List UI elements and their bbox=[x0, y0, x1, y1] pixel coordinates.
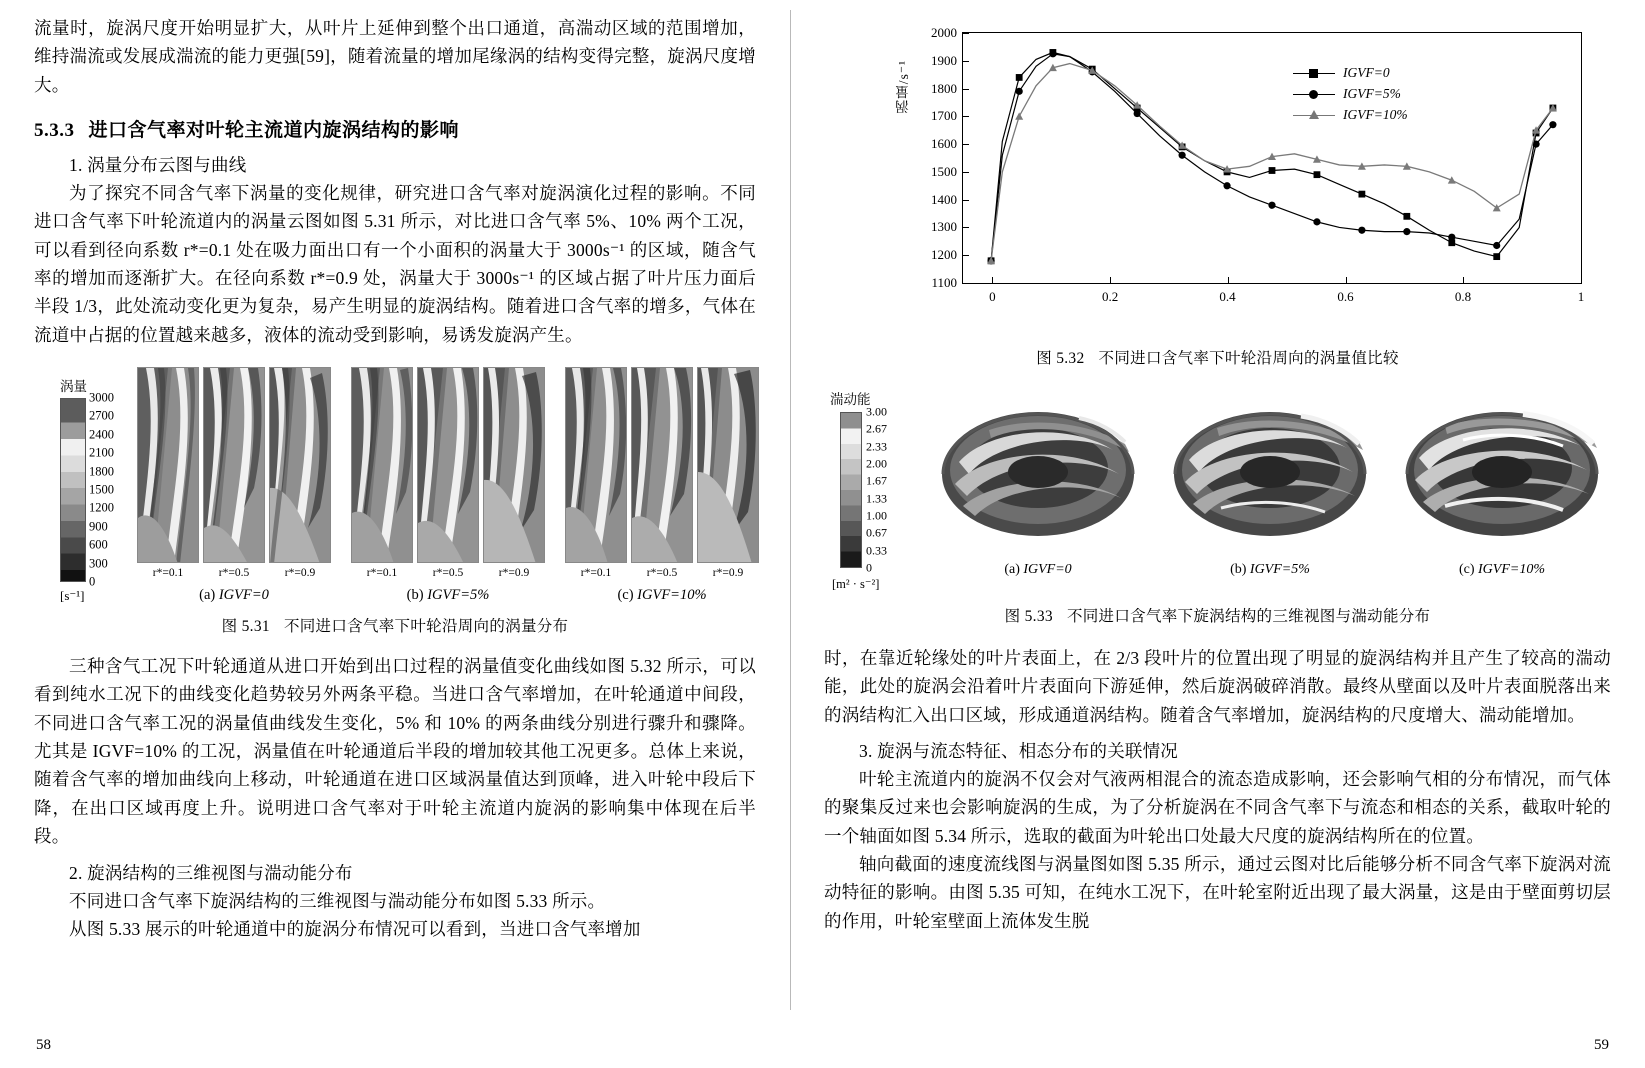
contour-group-c bbox=[565, 367, 759, 604]
contour-plot bbox=[138, 368, 199, 563]
legend-label: IGVF=10% bbox=[1343, 106, 1408, 122]
x-tick-label: 0.8 bbox=[1454, 289, 1472, 304]
contour-plot bbox=[698, 368, 759, 563]
colorbar-tick: 600 bbox=[89, 537, 108, 552]
group-condition: IGVF=5% bbox=[427, 587, 490, 604]
contour-plot bbox=[566, 368, 627, 563]
impeller-3d-icon bbox=[929, 388, 1147, 556]
paragraph-r1: 时，在靠近轮缘处的叶片表面上，在 2/3 段叶片的位置出现了明显的旋涡结构并且产生了较高的湍动能，此处的旋涡会沿着叶片表面向下游延伸，然后旋涡破碎消散。最终从壁面以及叶片表面脱落出来的涡结构汇入出口区域，形成通道涡结构。随着含气率增加，旋涡结构的尺度增大、湍动能增加。 bbox=[824, 648, 1611, 725]
figure-5-31 bbox=[34, 367, 756, 636]
contour-groups bbox=[137, 367, 759, 604]
impeller-render bbox=[1393, 388, 1611, 556]
colorbar-tick: 1800 bbox=[89, 464, 114, 479]
impeller-view bbox=[1161, 388, 1379, 578]
colorbar-tick: 0 bbox=[866, 560, 872, 575]
y-tick-label: 1400 bbox=[931, 191, 957, 207]
impeller-view bbox=[929, 388, 1147, 578]
x-tick-label: 0 bbox=[989, 289, 996, 304]
impeller-3d-icon bbox=[1393, 388, 1611, 556]
group-index: (b) bbox=[406, 587, 424, 604]
colorbar-title: 涡量 bbox=[60, 379, 87, 395]
left-page bbox=[0, 0, 790, 1068]
x-tick-label: 0.6 bbox=[1337, 289, 1354, 304]
colorbar-tick: 2100 bbox=[89, 445, 114, 460]
strip-labels bbox=[565, 567, 759, 579]
legend-item bbox=[1293, 63, 1408, 84]
view-condition: IGVF=0 bbox=[1023, 562, 1072, 577]
legend-label: IGVF=5% bbox=[1343, 85, 1401, 101]
y-tick-label: 1800 bbox=[931, 80, 957, 96]
group-index: (c) bbox=[617, 587, 634, 604]
figure-title: 不同进口含气率下旋涡结构的三维视图与湍动能分布 bbox=[1066, 608, 1431, 625]
x-tick-label: 0.2 bbox=[1101, 289, 1119, 304]
y-tick-label: 1900 bbox=[931, 52, 957, 68]
figure-number: 图 5.33 bbox=[1004, 608, 1053, 625]
contour-plot bbox=[484, 368, 545, 563]
contour-strip bbox=[137, 367, 199, 563]
colorbar-gradient bbox=[840, 412, 862, 568]
strip-label: r*=0.9 bbox=[284, 567, 316, 580]
y-tick-label: 1500 bbox=[931, 163, 957, 179]
list-item-1: 1. 涡量分布云图与曲线 bbox=[69, 155, 247, 176]
figure-5-33 bbox=[824, 388, 1611, 592]
figure-title: 不同进口含气率下叶轮沿周向的涡量分布 bbox=[283, 618, 569, 636]
view-caption bbox=[929, 562, 1147, 578]
contour-strip bbox=[417, 367, 479, 563]
colorbar-tick: 2.33 bbox=[866, 439, 887, 454]
group-label bbox=[137, 587, 331, 604]
paragraph-3: 不同进口含气率下旋涡结构的三维视图与湍动能分布如图 5.33 所示。 bbox=[69, 890, 606, 911]
page-number-left: 58 bbox=[36, 1037, 51, 1053]
strip-label: r*=0.9 bbox=[712, 567, 744, 580]
strip-label: r*=0.9 bbox=[498, 567, 530, 580]
y-axis-label: 涡量/s⁻¹ bbox=[896, 60, 911, 114]
group-index: (a) bbox=[199, 587, 216, 604]
impeller-view bbox=[1393, 388, 1611, 578]
impeller-render bbox=[929, 388, 1147, 556]
view-index: (c) bbox=[1458, 562, 1475, 577]
figure-5-31-caption bbox=[34, 614, 756, 636]
colorbar-tick: 900 bbox=[89, 519, 108, 534]
strip-label: r*=0.1 bbox=[366, 567, 398, 580]
group-condition: IGVF=0 bbox=[218, 587, 269, 604]
colorbar-tick: 0 bbox=[89, 574, 96, 589]
strip-label: r*=0.1 bbox=[152, 567, 184, 580]
contour-plot bbox=[270, 368, 331, 563]
figure-5-33-caption bbox=[824, 604, 1611, 626]
legend-item bbox=[1293, 84, 1408, 105]
section-title: 进口含气率对叶轮主流道内旋涡结构的影响 bbox=[88, 120, 460, 142]
legend-marker-triangle-icon bbox=[1293, 109, 1335, 121]
impeller-views bbox=[929, 388, 1611, 578]
contour-plot bbox=[352, 368, 413, 563]
colorbar-ticks bbox=[89, 390, 137, 589]
y-tick-label: 2000 bbox=[931, 25, 957, 40]
impeller-3d-icon bbox=[1161, 388, 1379, 556]
view-caption bbox=[1161, 562, 1379, 578]
colorbar-tick: 1200 bbox=[89, 500, 114, 515]
chart-plot-area bbox=[931, 25, 1585, 304]
colorbar-tick: 3000 bbox=[89, 390, 114, 405]
page-number-right: 59 bbox=[1594, 1037, 1609, 1053]
y-tick-label: 1600 bbox=[931, 136, 957, 151]
contour-strip bbox=[631, 367, 693, 563]
impeller-render bbox=[1161, 388, 1379, 556]
right-page bbox=[790, 0, 1645, 1068]
chart-series-layer bbox=[963, 33, 1581, 283]
strip-label: r*=0.5 bbox=[218, 567, 250, 580]
figure-number: 图 5.32 bbox=[1036, 350, 1085, 367]
figure-5-32 bbox=[866, 20, 1626, 320]
contour-plot bbox=[418, 368, 479, 563]
view-index: (b) bbox=[1230, 562, 1247, 577]
contour-strip bbox=[565, 367, 627, 563]
strip-label: r*=0.1 bbox=[580, 567, 612, 580]
figure-number: 图 5.31 bbox=[221, 618, 270, 636]
paragraph-top: 流量时，旋涡尺度开始明显扩大，从叶片上延伸到整个出口通道，高湍动区域的范围增加，维持湍流或发展成湍流的能力更强[59]，随着流量的增加尾缘涡的结构变得完整，旋涡尺度增大。 bbox=[34, 18, 756, 95]
contour-strip bbox=[203, 367, 265, 563]
contour-strip bbox=[697, 367, 759, 563]
colorbar-unit: [s⁻¹] bbox=[60, 588, 85, 604]
y-tick-label: 1700 bbox=[931, 108, 957, 124]
colorbar-tick: 2.67 bbox=[866, 421, 887, 436]
y-tick-label: 1300 bbox=[931, 219, 957, 235]
colorbar-gradient bbox=[60, 398, 86, 582]
section-number: 5.3.3 bbox=[34, 120, 75, 142]
colorbar-tick: 1.33 bbox=[866, 491, 887, 506]
legend-marker-circle-icon bbox=[1293, 88, 1335, 100]
colorbar-tick: 2400 bbox=[89, 427, 114, 442]
figure-5-32-caption bbox=[824, 346, 1611, 368]
strip-label: r*=0.5 bbox=[646, 567, 678, 580]
list-item-2: 2. 旋涡结构的三维视图与湍动能分布 bbox=[69, 862, 353, 883]
colorbar-title: 湍动能 bbox=[830, 392, 871, 407]
y-tick-label: 1200 bbox=[931, 247, 957, 262]
paragraph-r3: 轴向截面的速度流线图与涡量图如图 5.35 所示，通过云图对比后能够分析不同含气率下旋涡对流动特征的影响。由图 5.35 可知，在纯水工况下，在叶轮室附近出现了最大涡量，这是由于壁面剪切层的作用，叶轮室壁面上流体发生脱 bbox=[824, 854, 1611, 931]
strip-labels bbox=[351, 567, 545, 579]
view-index: (a) bbox=[1004, 562, 1020, 577]
contour-group-b bbox=[351, 367, 545, 604]
view-condition: IGVF=5% bbox=[1249, 562, 1310, 577]
colorbar-tick: 1.67 bbox=[866, 473, 887, 488]
colorbar-ticks bbox=[866, 404, 922, 575]
paragraph-2: 三种含气工况下叶轮通道从进口开始到出口过程的涡量值变化曲线如图 5.32 所示，可以看到纯水工况下的曲线变化趋势较另外两条平稳。当进口含气率增加，在叶轮通道中间段，不同进口含气率工况的涡量值曲线发生变化，5% 和 10% 的两条曲线分别进行骤升和骤降。尤其是 IGVF=10% 的工况，涡量值在叶轮通道后半段的增加较其他工况更多。总体上来说，随着含气率的增加曲线向上移动，叶轮通道在进口区域涡量值达到顶峰，进入叶轮中段后下降，在出口区域再度上升。说明进口含气率对于叶轮主流道内旋涡的影响集中体现在后半段。 bbox=[34, 656, 756, 847]
colorbar-unit: [m² · s⁻²] bbox=[832, 577, 880, 591]
section-heading bbox=[34, 115, 756, 142]
figure-title: 不同进口含气率下叶轮沿周向的涡量值比较 bbox=[1098, 350, 1399, 367]
colorbar-tick: 0.67 bbox=[866, 525, 887, 540]
strip-labels bbox=[137, 567, 331, 579]
colorbar-tick: 0.33 bbox=[866, 543, 887, 558]
contour-strip bbox=[483, 367, 545, 563]
colorbar-tick: 300 bbox=[89, 556, 108, 571]
group-condition: IGVF=10% bbox=[637, 587, 707, 604]
legend-item bbox=[1293, 105, 1408, 126]
contour-plot bbox=[632, 368, 693, 563]
y-tick-label: 1100 bbox=[931, 275, 957, 290]
group-label bbox=[565, 587, 759, 604]
legend-label: IGVF=0 bbox=[1343, 65, 1390, 80]
chart-legend bbox=[1293, 63, 1408, 126]
contour-strip bbox=[269, 367, 331, 563]
view-condition: IGVF=10% bbox=[1478, 562, 1546, 577]
contour-plot bbox=[204, 368, 265, 563]
tke-colorbar bbox=[830, 388, 925, 592]
paragraph-1: 为了探究不同含气率下涡量的变化规律，研究进口含气率对旋涡演化过程的影响。不同进口含气率下叶轮流道内的涡量云图如图 5.31 所示，对比进口含气率 5%、10% 两个工况，可以看到径向系数 r*=0.1 处在吸力面出口有一个小面积的涡量大于 3000s⁻¹ 的区域，随含气率的增加而逐渐扩大。在径向系数 r*=0.9 处，涡量大于 3000s⁻¹ 的区域占据了叶片压力面后半段 1/3，此处流动变化更为复杂，易产生明显的旋涡结构。随着进口含气率的增多，气体在流道中占据的位置越来越多，液体的流动受到影响，易诱发旋涡产生。 bbox=[34, 183, 756, 345]
group-label bbox=[351, 587, 545, 604]
colorbar-tick: 3.00 bbox=[866, 404, 887, 419]
x-tick-label: 1 bbox=[1577, 289, 1585, 304]
strip-label: r*=0.5 bbox=[432, 567, 464, 580]
contour-group-a bbox=[137, 367, 331, 604]
list-item-3: 3. 旋涡与流态特征、相态分布的关联情况 bbox=[859, 741, 1178, 762]
view-caption bbox=[1393, 562, 1611, 578]
colorbar-tick: 1500 bbox=[89, 482, 114, 497]
paragraph-4: 从图 5.33 展示的叶轮通道中的旋涡分布情况可以看到，当进口含气率增加 bbox=[69, 918, 641, 939]
contour-strip bbox=[351, 367, 413, 563]
colorbar-tick: 2700 bbox=[89, 408, 114, 423]
x-tick-label: 0.4 bbox=[1219, 289, 1236, 304]
colorbar-tick: 1.00 bbox=[866, 508, 887, 523]
vorticity-colorbar bbox=[42, 375, 137, 604]
legend-marker-square-icon bbox=[1293, 67, 1335, 79]
colorbar-tick: 2.00 bbox=[866, 456, 887, 471]
paragraph-r2: 叶轮主流道内的旋涡不仅会对气液两相混合的流态造成影响，还会影响气相的分布情况，而气体的聚集反过来也会影响旋涡的生成，为了分析旋涡在不同含气率下与流态和相态的关系，截取叶轮的一个轴面如图 5.34 所示，选取的截面为叶轮出口处最大尺度的旋涡结构所在的位置。 bbox=[824, 769, 1611, 846]
